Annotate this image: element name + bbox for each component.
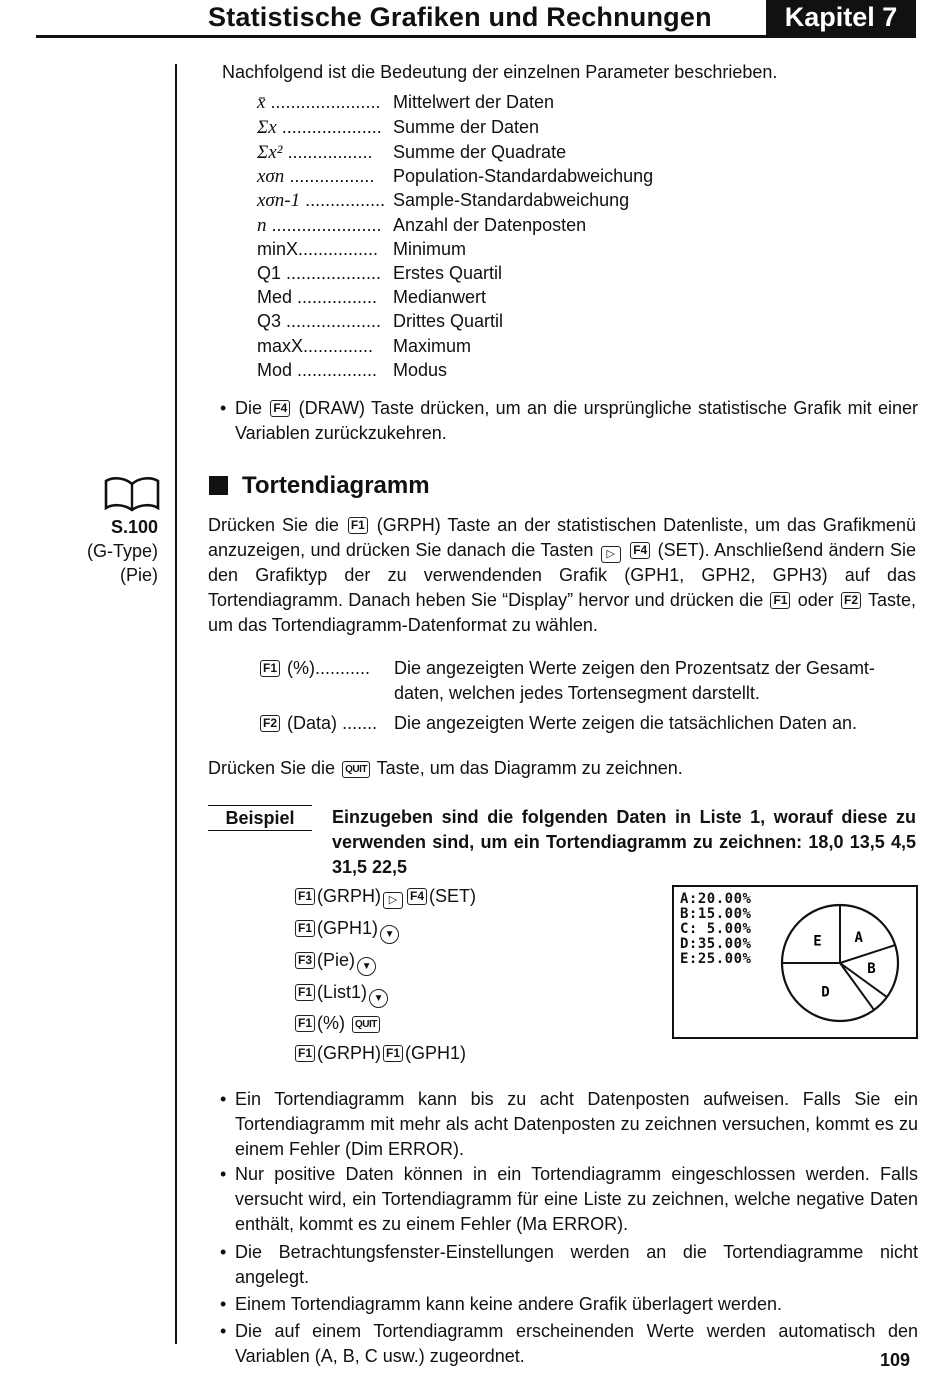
page-reference: S.100 — [110, 517, 158, 537]
note-text: Ein Tortendiagramm kann bis zu acht Datenposten aufweisen. Falls Sie ein Tortendiagramm mit mehr als acht Datenposten zu zeichnen versuchen, kommt es zu einem Fehler (Dim ERROR). — [235, 1089, 918, 1159]
note-text: Die Betrachtungsfenster-Einstellungen werden an die Tortendiagramme nicht angelegt. — [235, 1242, 918, 1287]
f1-key-icon: F1 — [770, 592, 790, 609]
page-number: 109 — [880, 1350, 911, 1370]
leader-dots: ................ — [298, 239, 379, 259]
leader-dots: ...................... — [271, 215, 382, 235]
pie-slice-label: D — [821, 984, 830, 1001]
parameter-desc: Erstes Quartil — [393, 263, 503, 283]
text-run: Drücken Sie die — [208, 515, 339, 535]
key-step — [293, 1041, 466, 1065]
text-run: Taste, um das Tortendiagramm-Datenformat zu wählen. — [208, 590, 916, 635]
parameter-symbol: maxX — [257, 336, 304, 356]
parameter-row — [257, 334, 817, 358]
leader-dots: ................... — [286, 263, 382, 283]
f3-key-icon: F3 — [295, 952, 315, 969]
key-step — [293, 948, 376, 976]
bullet-marker: • — [220, 1294, 227, 1314]
parameter-row — [257, 140, 817, 165]
note-bullet — [220, 1162, 918, 1237]
margin-rule — [175, 64, 177, 1344]
screen-value-line: A:20.00% — [680, 891, 752, 907]
parameter-symbol: Σx² — [257, 142, 283, 163]
section-heading: Tortendiagramm — [242, 472, 430, 499]
pie-slice-label: A — [854, 930, 863, 947]
quit-key-icon: QUIT — [342, 761, 370, 778]
bullet-marker: • — [220, 398, 227, 418]
draw-note-pre: Die — [235, 398, 263, 418]
screen-value-line: B:15.00% — [680, 906, 752, 922]
parameter-desc: Summe der Quadrate — [393, 142, 567, 162]
leader-dots: .............. — [303, 336, 374, 356]
note-text: Nur positive Daten können in ein Tortendiagramm eingeschlossen werden. Falls versucht wird, ein Tortendiagramm für eine Liste zu zeichnen, welche negative Daten enthält, kommt es zu einem Fehler (Ma ERROR). — [235, 1164, 918, 1234]
parameter-symbol: Q3 — [257, 311, 282, 331]
parameter-row — [257, 285, 817, 309]
cursor-down-key-icon: ▼ — [380, 925, 399, 944]
parameter-row — [257, 237, 817, 261]
parameter-row — [257, 90, 817, 115]
reference-pie: (Pie) — [119, 565, 158, 585]
f1-key-icon: F1 — [295, 1015, 315, 1032]
note-bullet — [220, 1319, 918, 1369]
calculator-screen — [672, 885, 918, 1039]
step-text: (%) — [317, 1013, 346, 1033]
parameter-symbol: x̄ — [257, 92, 266, 113]
screen-value-line: C: 5.00% — [680, 921, 752, 937]
format-label: (%) — [287, 658, 316, 678]
step-text: (GRPH) — [317, 886, 382, 906]
step-text: (Pie) — [317, 950, 356, 970]
leader-dots: ................... — [286, 311, 382, 331]
text-run: oder — [797, 590, 834, 610]
cursor-down-key-icon: ▼ — [369, 989, 388, 1008]
parameter-row — [257, 115, 817, 140]
leader-dots: ................. — [287, 142, 373, 162]
f1-key-icon: F1 — [348, 517, 368, 534]
key-step — [293, 884, 476, 909]
intro-paragraph — [208, 513, 916, 638]
right-arrow-key-icon: ▷ — [383, 892, 403, 909]
quit-instruction — [208, 756, 683, 781]
f4-key-icon: F4 — [270, 400, 290, 417]
text-run: Drücken Sie die — [208, 758, 336, 778]
parameter-desc: Anzahl der Datenposten — [393, 215, 587, 235]
text-run: (SET). Anschließend ändern Sie den Grafiktyp der zu verwendenden Grafik (GPH1, GPH2, GPH3) auf das Tortendiagramm. Danach heben Sie “Display” hervor und drücken die — [208, 540, 916, 610]
format-option-percent — [258, 656, 918, 706]
key-step — [293, 916, 399, 944]
note-bullet — [220, 1240, 918, 1290]
leader-dots: ...................... — [270, 92, 381, 112]
key-step — [293, 1011, 382, 1035]
pie-slice-label: E — [813, 933, 822, 950]
parameter-symbol: Mod — [257, 360, 293, 380]
example-text: Einzugeben sind die folgenden Daten in Liste 1, worauf diese zu verwenden sind, um ein Tortendiagramm zu zeichnen: 18,0 13,5 4,5 31,5 22,5 — [332, 807, 916, 877]
f1-key-icon: F1 — [295, 1045, 315, 1062]
format-desc: Die angezeigten Werte zeigen die tatsächlichen Daten an. — [394, 713, 857, 733]
parameter-symbol: xσn — [257, 166, 285, 187]
text-run: (GRPH) Taste an der statistischen Datenliste, um das Grafikmenü anzuzeigen, und drücken Sie danach die Tasten — [208, 515, 916, 560]
format-desc: Die angezeigten Werte zeigen den Prozentsatz der Gesamt-daten, welchen jedes Tortensegment darstellt. — [394, 658, 875, 703]
parameter-row — [257, 261, 817, 285]
leader-dots: ................. — [289, 166, 375, 186]
example-label: Beispiel — [208, 805, 312, 831]
section-marker-icon — [209, 476, 228, 495]
f1-key-icon: F1 — [295, 984, 315, 1001]
f4-key-icon: F4 — [630, 542, 650, 559]
f2-key-icon: F2 — [260, 715, 280, 732]
parameter-symbol: Med — [257, 287, 293, 307]
parameter-row — [257, 164, 817, 189]
manual-book-icon — [104, 476, 160, 517]
step-text: (GPH1) — [317, 918, 379, 938]
note-bullet — [220, 1087, 918, 1162]
page-header-title: Statistische Grafiken und Rechnungen — [208, 2, 712, 32]
screen-value-line: D:35.00% — [680, 936, 752, 952]
step-text: (List1) — [317, 982, 368, 1002]
cursor-down-key-icon: ▼ — [357, 957, 376, 976]
parameter-symbol: minX — [257, 239, 299, 259]
parameter-symbol: xσn-1 — [257, 190, 301, 211]
parameter-desc: Population-Standardabweichung — [393, 166, 654, 186]
bullet-marker: • — [220, 1164, 227, 1184]
parameter-desc: Medianwert — [393, 287, 487, 307]
parameter-desc: Minimum — [393, 239, 467, 259]
parameter-desc: Mittelwert der Daten — [393, 92, 555, 112]
leader-dots: .................... — [281, 117, 382, 137]
note-text: Einem Tortendiagramm kann keine andere Grafik überlagert werden. — [235, 1294, 782, 1314]
right-arrow-key-icon: ▷ — [601, 546, 621, 563]
note-text: Die auf einem Tortendiagramm erscheinenden Werte werden automatisch den Variablen (A, B, C usw.) zugeordnet. — [235, 1321, 918, 1366]
parameter-row — [257, 213, 817, 238]
leader-dots: ................ — [297, 360, 378, 380]
parameter-desc: Sample-Standardabweichung — [393, 190, 630, 210]
text-run: Taste, um das Diagramm zu zeichnen. — [376, 758, 683, 778]
header-rule — [36, 35, 916, 38]
format-label: (Data) — [287, 713, 338, 733]
leader-dots: ........... — [315, 658, 371, 678]
step-text: (GRPH) — [317, 1043, 382, 1063]
key-step — [293, 980, 388, 1008]
f2-key-icon: F2 — [841, 592, 861, 609]
bullet-marker: • — [220, 1321, 227, 1341]
step-text: (SET) — [429, 886, 477, 906]
format-option-data — [258, 711, 918, 736]
pie-chart — [778, 901, 902, 1025]
leader-dots: ................ — [297, 287, 378, 307]
f1-key-icon: F1 — [295, 888, 315, 905]
pie-slice-label: B — [867, 960, 876, 977]
parameter-row — [257, 309, 817, 333]
parameter-desc: Maximum — [393, 336, 472, 356]
parameter-row — [257, 188, 817, 213]
parameter-row — [257, 358, 817, 382]
f4-key-icon: F4 — [407, 888, 427, 905]
leader-dots: ....... — [342, 713, 378, 733]
parameter-symbol: Σx — [257, 117, 277, 138]
parameter-symbol: n — [257, 215, 267, 236]
parameters-intro: Nachfolgend ist die Bedeutung der einzelnen Parameter beschrieben. — [222, 62, 778, 82]
parameter-symbol: Q1 — [257, 263, 282, 283]
draw-note-post: (DRAW) Taste drücken, um an die ursprüngliche statistische Grafik mit einer Variablen zurückzukehren. — [235, 398, 918, 443]
reference-gtype: (G-Type) — [86, 541, 158, 561]
parameter-desc: Summe der Daten — [393, 117, 540, 137]
f1-key-icon: F1 — [295, 920, 315, 937]
bullet-marker: • — [220, 1242, 227, 1262]
draw-note — [220, 396, 918, 446]
step-text: (GPH1) — [405, 1043, 467, 1063]
parameter-desc: Modus — [393, 360, 448, 380]
bullet-marker: • — [220, 1089, 227, 1109]
leader-dots: ................ — [305, 190, 386, 210]
f1-key-icon: F1 — [383, 1045, 403, 1062]
chapter-label: Kapitel 7 — [766, 0, 916, 36]
quit-key-icon: QUIT — [352, 1016, 380, 1033]
parameter-desc: Drittes Quartil — [393, 311, 504, 331]
screen-value-line: E:25.00% — [680, 951, 752, 967]
note-bullet — [220, 1292, 918, 1317]
f1-key-icon: F1 — [260, 660, 280, 677]
